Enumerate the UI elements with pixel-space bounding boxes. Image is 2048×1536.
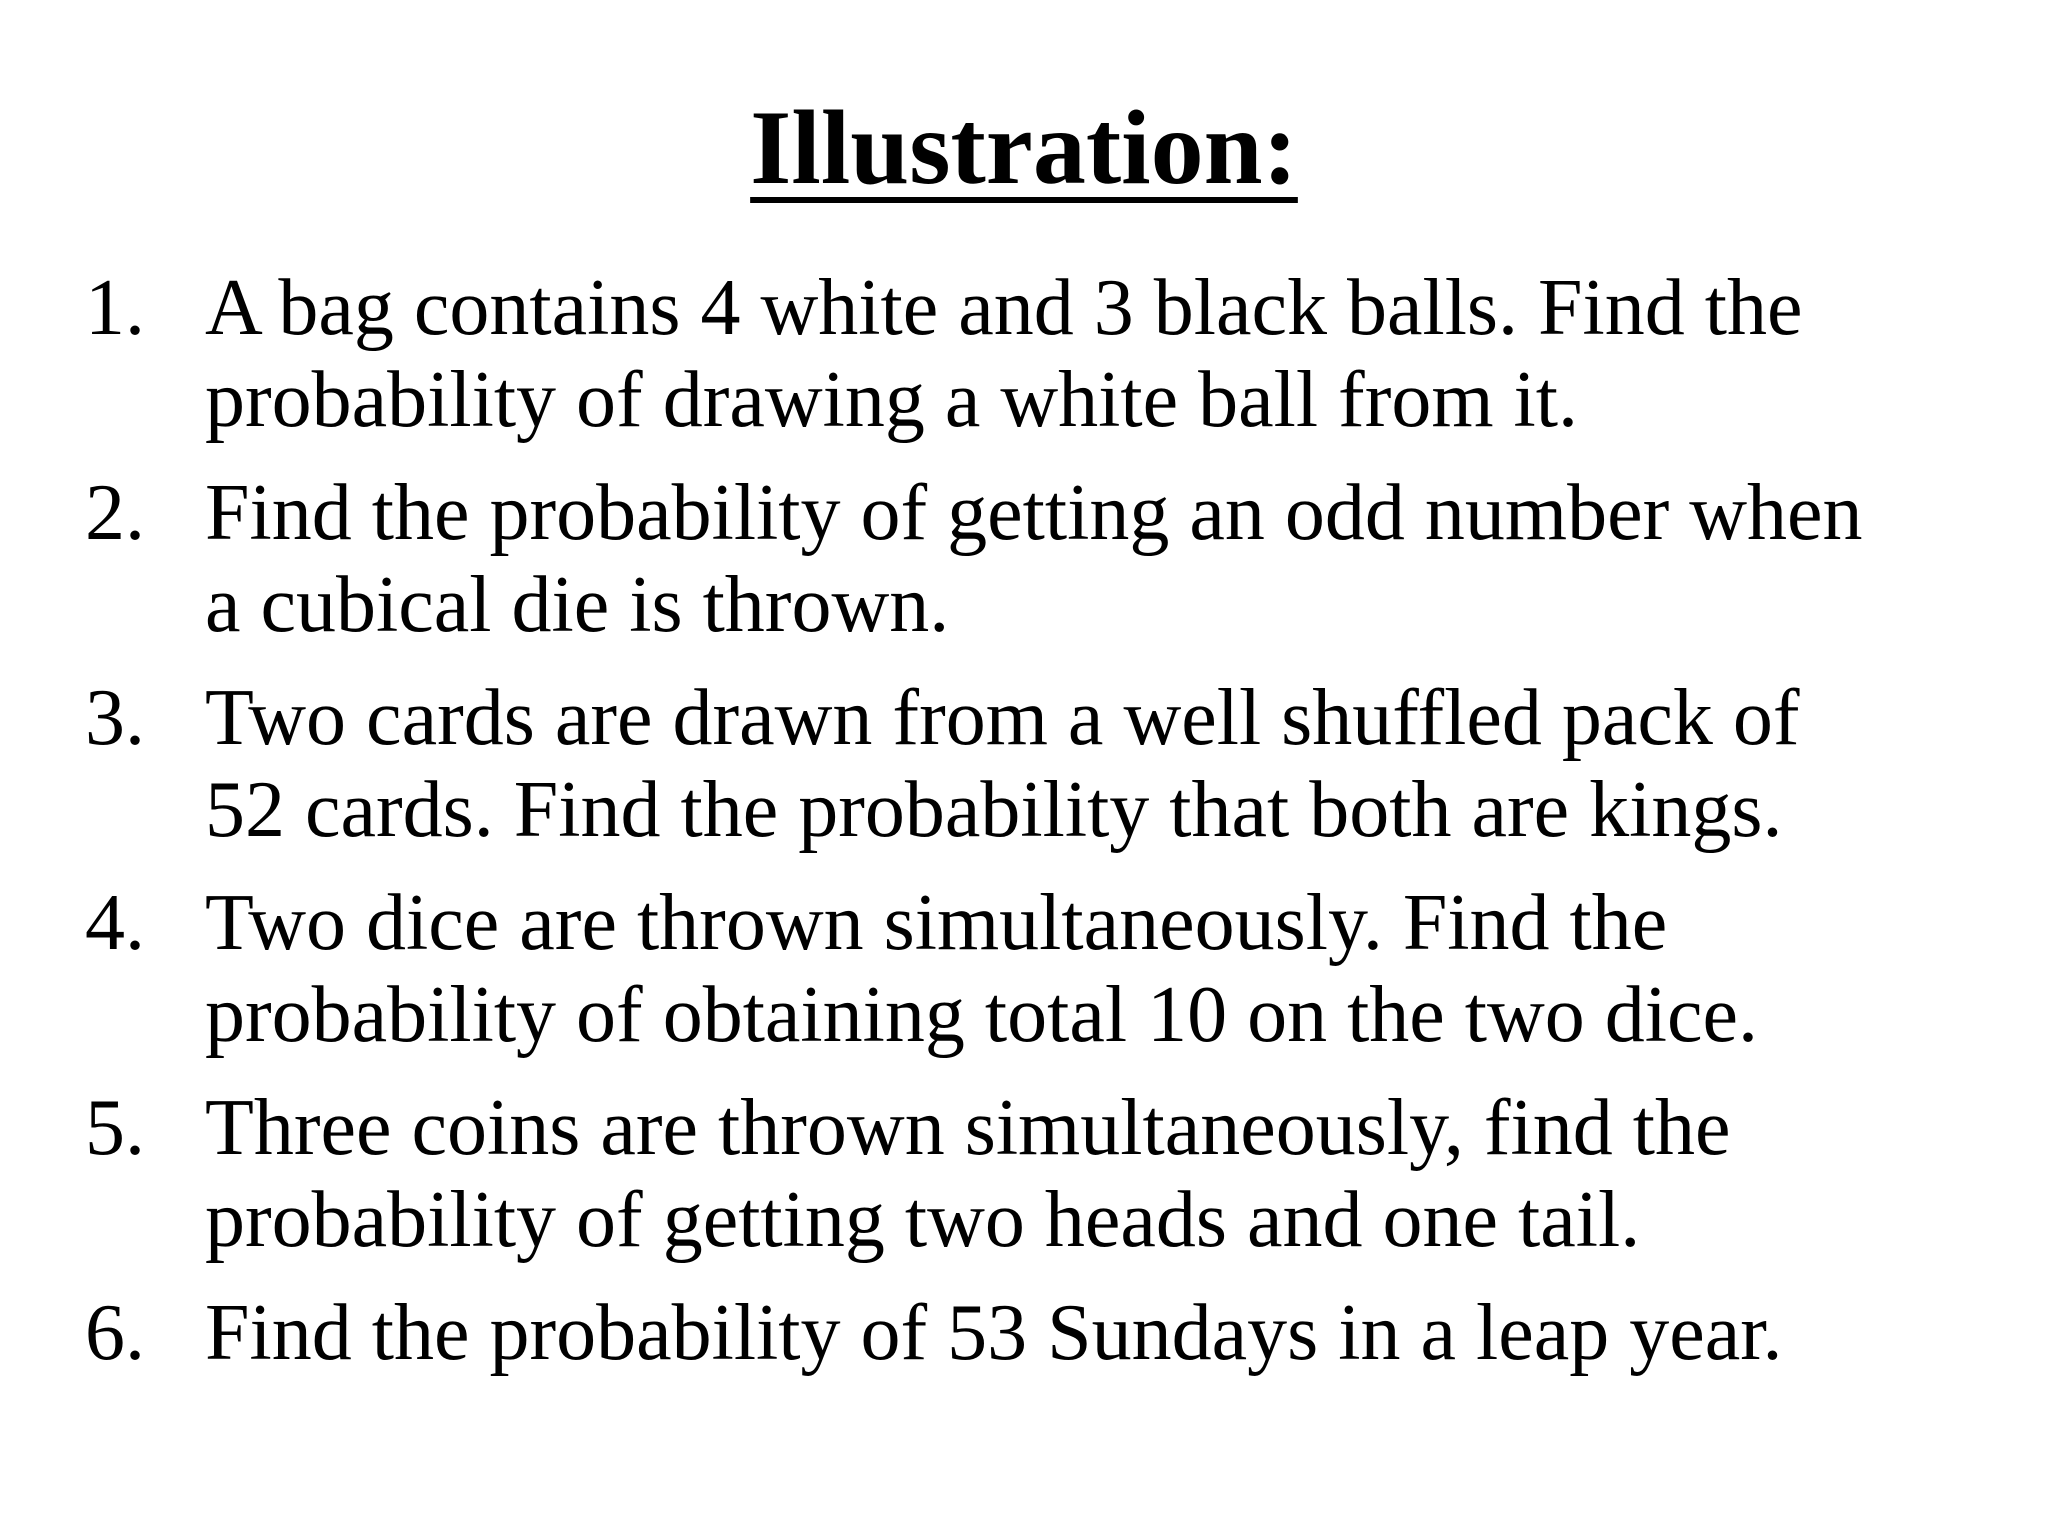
- slide-title: Illustration:: [750, 89, 1298, 206]
- question-number: 4.: [85, 879, 145, 967]
- question-item: [85, 877, 2035, 1061]
- question-number: 6.: [85, 1289, 145, 1377]
- question-text: [205, 467, 2035, 651]
- question-text: [205, 1287, 2035, 1379]
- question-line: Find the probability of getting an odd number when: [205, 469, 1863, 557]
- question-line: probability of getting two heads and one tail.: [205, 1176, 1641, 1264]
- question-item: [85, 672, 2035, 856]
- question-line: a cubical die is thrown.: [205, 561, 950, 649]
- question-number: 1.: [85, 264, 145, 352]
- question-line: probability of drawing a white ball from it.: [205, 356, 1579, 444]
- question-text: [205, 262, 2035, 446]
- question-line: Find the probability of 53 Sundays in a leap year.: [205, 1289, 1783, 1377]
- question-item: [85, 1287, 2035, 1379]
- question-line: Two dice are thrown simultaneously. Find the: [205, 879, 1668, 967]
- question-number: 2.: [85, 469, 145, 557]
- question-item: [85, 262, 2035, 446]
- question-list: [85, 262, 2035, 1400]
- question-item: [85, 467, 2035, 651]
- question-number: 3.: [85, 674, 145, 762]
- question-text: [205, 1082, 2035, 1266]
- question-line: A bag contains 4 white and 3 black balls. Find the: [205, 264, 1803, 352]
- question-line: Three coins are thrown simultaneously, find the: [205, 1084, 1731, 1172]
- question-line: Two cards are drawn from a well shuffled pack of: [205, 674, 1800, 762]
- question-line: 52 cards. Find the probability that both are kings.: [205, 766, 1783, 854]
- question-number: 5.: [85, 1084, 145, 1172]
- question-text: [205, 672, 2035, 856]
- question-text: [205, 877, 2035, 1061]
- question-item: [85, 1082, 2035, 1266]
- question-line: probability of obtaining total 10 on the two dice.: [205, 971, 1759, 1059]
